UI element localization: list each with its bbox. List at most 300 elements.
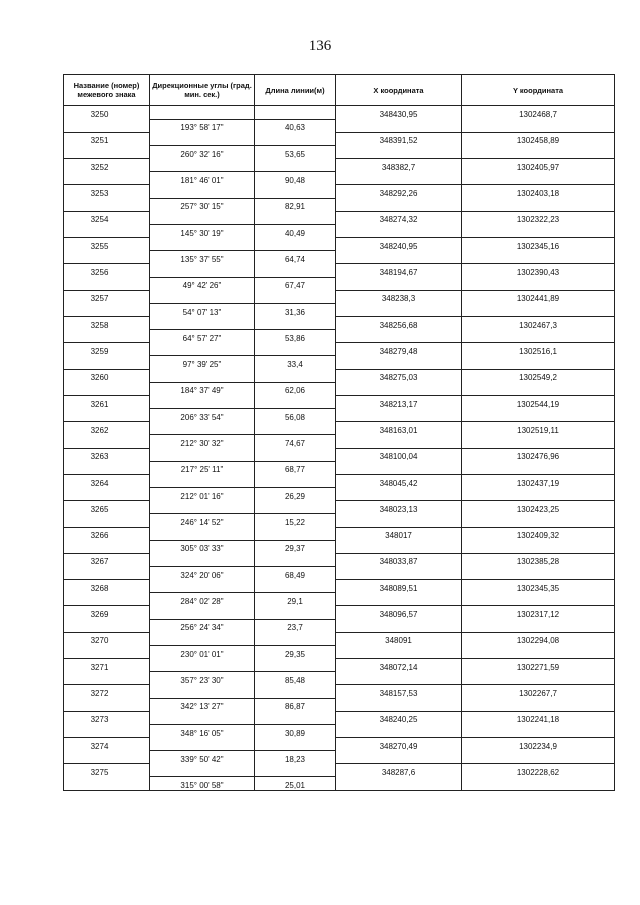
empty-cell xyxy=(64,777,150,791)
direction-angle: 284° 02' 28" xyxy=(150,593,255,606)
empty-cell xyxy=(336,461,462,474)
x-coordinate: 348213,17 xyxy=(336,395,462,408)
x-coordinate: 348157,53 xyxy=(336,685,462,698)
empty-cell xyxy=(64,356,150,369)
empty-cell xyxy=(64,435,150,448)
y-coordinate: 1302516,1 xyxy=(462,343,615,356)
empty-cell xyxy=(462,698,615,711)
line-length: 62,06 xyxy=(255,382,336,395)
header-y-coordinate: Y координата xyxy=(462,75,615,106)
y-coordinate: 1302271,59 xyxy=(462,659,615,672)
direction-angle: 184° 37' 49" xyxy=(150,382,255,395)
direction-angle: 135° 37' 55" xyxy=(150,251,255,264)
direction-angle: 348° 16' 05" xyxy=(150,724,255,737)
empty-cell xyxy=(150,632,255,645)
empty-cell xyxy=(462,540,615,553)
empty-cell xyxy=(255,185,336,198)
y-coordinate: 1302345,35 xyxy=(462,580,615,593)
empty-cell xyxy=(462,224,615,237)
empty-cell xyxy=(336,251,462,264)
empty-cell xyxy=(150,369,255,382)
line-length: 23,7 xyxy=(255,619,336,632)
empty-cell xyxy=(150,553,255,566)
empty-cell xyxy=(255,501,336,514)
table-row-point xyxy=(64,448,615,461)
table-row-segment xyxy=(64,172,615,185)
table-row-point xyxy=(64,132,615,145)
empty-cell xyxy=(336,435,462,448)
y-coordinate: 1302228,62 xyxy=(462,764,615,777)
empty-cell xyxy=(462,593,615,606)
empty-cell xyxy=(255,422,336,435)
empty-cell xyxy=(336,777,462,791)
empty-cell xyxy=(255,553,336,566)
y-coordinate: 1302234,9 xyxy=(462,738,615,751)
point-name: 3258 xyxy=(64,317,150,330)
table-row-segment xyxy=(64,698,615,711)
x-coordinate: 348391,52 xyxy=(336,132,462,145)
empty-cell xyxy=(64,488,150,501)
line-length: 40,63 xyxy=(255,119,336,132)
empty-cell xyxy=(336,224,462,237)
y-coordinate: 1302458,89 xyxy=(462,132,615,145)
table-row-point xyxy=(64,764,615,777)
x-coordinate: 348382,7 xyxy=(336,159,462,172)
direction-angle: 212° 01' 16" xyxy=(150,488,255,501)
direction-angle: 206° 33' 54" xyxy=(150,409,255,422)
table-row-point xyxy=(64,685,615,698)
empty-cell xyxy=(255,317,336,330)
line-length: 33,4 xyxy=(255,356,336,369)
table-row-segment xyxy=(64,672,615,685)
empty-cell xyxy=(64,251,150,264)
line-length: 68,77 xyxy=(255,461,336,474)
table-row-point xyxy=(64,211,615,224)
empty-cell xyxy=(150,422,255,435)
table-row-segment xyxy=(64,435,615,448)
empty-cell xyxy=(336,645,462,658)
direction-angle: 324° 20' 06" xyxy=(150,566,255,579)
table-row-point xyxy=(64,395,615,408)
empty-cell xyxy=(462,277,615,290)
point-name: 3259 xyxy=(64,343,150,356)
table-row-point xyxy=(64,606,615,619)
y-coordinate: 1302403,18 xyxy=(462,185,615,198)
x-coordinate: 348045,42 xyxy=(336,474,462,487)
x-coordinate: 348270,49 xyxy=(336,738,462,751)
direction-angle: 257° 30' 15" xyxy=(150,198,255,211)
empty-cell xyxy=(64,303,150,316)
table-row-segment xyxy=(64,777,615,791)
line-length: 29,35 xyxy=(255,645,336,658)
empty-cell xyxy=(336,409,462,422)
table-row-point xyxy=(64,580,615,593)
empty-cell xyxy=(255,106,336,120)
x-coordinate: 348033,87 xyxy=(336,553,462,566)
point-name: 3274 xyxy=(64,738,150,751)
line-length: 82,91 xyxy=(255,198,336,211)
point-name: 3260 xyxy=(64,369,150,382)
line-length: 25,01 xyxy=(255,777,336,791)
direction-angle: 357° 23' 30" xyxy=(150,672,255,685)
direction-angle: 305° 03' 33" xyxy=(150,540,255,553)
empty-cell xyxy=(255,238,336,251)
empty-cell xyxy=(150,343,255,356)
empty-cell xyxy=(336,619,462,632)
empty-cell xyxy=(64,145,150,158)
empty-cell xyxy=(462,724,615,737)
y-coordinate: 1302544,19 xyxy=(462,395,615,408)
x-coordinate: 348279,48 xyxy=(336,343,462,356)
empty-cell xyxy=(255,659,336,672)
point-name: 3264 xyxy=(64,474,150,487)
direction-angle: 64° 57' 27" xyxy=(150,330,255,343)
empty-cell xyxy=(64,409,150,422)
x-coordinate: 348238,3 xyxy=(336,290,462,303)
table-row-segment xyxy=(64,303,615,316)
point-name: 3252 xyxy=(64,159,150,172)
direction-angle: 339° 50' 42" xyxy=(150,751,255,764)
direction-angle: 217° 25' 11" xyxy=(150,461,255,474)
empty-cell xyxy=(64,119,150,132)
table-row-segment xyxy=(64,330,615,343)
empty-cell xyxy=(462,777,615,791)
direction-angle: 260° 32' 16" xyxy=(150,145,255,158)
table-row-point xyxy=(64,238,615,251)
empty-cell xyxy=(150,238,255,251)
direction-angle: 230° 01' 01" xyxy=(150,645,255,658)
y-coordinate: 1302405,97 xyxy=(462,159,615,172)
table-row-segment xyxy=(64,119,615,132)
empty-cell xyxy=(255,527,336,540)
empty-cell xyxy=(150,764,255,777)
x-coordinate: 348072,14 xyxy=(336,659,462,672)
empty-cell xyxy=(462,330,615,343)
x-coordinate: 348287,6 xyxy=(336,764,462,777)
y-coordinate: 1302423,25 xyxy=(462,501,615,514)
empty-cell xyxy=(255,132,336,145)
x-coordinate: 348240,25 xyxy=(336,711,462,724)
table-row-point xyxy=(64,185,615,198)
empty-cell xyxy=(255,474,336,487)
empty-cell xyxy=(64,330,150,343)
table-row-segment xyxy=(64,593,615,606)
empty-cell xyxy=(255,290,336,303)
x-coordinate: 348275,03 xyxy=(336,369,462,382)
y-coordinate: 1302317,12 xyxy=(462,606,615,619)
empty-cell xyxy=(462,356,615,369)
y-coordinate: 1302467,3 xyxy=(462,317,615,330)
empty-cell xyxy=(336,540,462,553)
empty-cell xyxy=(462,303,615,316)
empty-cell xyxy=(462,251,615,264)
empty-cell xyxy=(336,566,462,579)
direction-angle: 342° 13' 27" xyxy=(150,698,255,711)
empty-cell xyxy=(150,738,255,751)
empty-cell xyxy=(462,198,615,211)
line-length: 86,87 xyxy=(255,698,336,711)
table-row-segment xyxy=(64,724,615,737)
point-name: 3261 xyxy=(64,395,150,408)
empty-cell xyxy=(150,659,255,672)
empty-cell xyxy=(336,514,462,527)
empty-cell xyxy=(150,580,255,593)
x-coordinate: 348256,68 xyxy=(336,317,462,330)
point-name: 3269 xyxy=(64,606,150,619)
table-row-segment xyxy=(64,277,615,290)
table-row-point xyxy=(64,711,615,724)
line-length: 64,74 xyxy=(255,251,336,264)
empty-cell xyxy=(64,645,150,658)
x-coordinate: 348023,13 xyxy=(336,501,462,514)
empty-cell xyxy=(150,211,255,224)
empty-cell xyxy=(64,382,150,395)
table-row-point xyxy=(64,553,615,566)
y-coordinate: 1302294,08 xyxy=(462,632,615,645)
point-name: 3270 xyxy=(64,632,150,645)
empty-cell xyxy=(255,211,336,224)
point-name: 3262 xyxy=(64,422,150,435)
point-name: 3256 xyxy=(64,264,150,277)
direction-angle: 181° 46' 01" xyxy=(150,172,255,185)
x-coordinate: 348292,26 xyxy=(336,185,462,198)
empty-cell xyxy=(462,382,615,395)
line-length: 53,65 xyxy=(255,145,336,158)
boundary-coordinates-table xyxy=(63,74,615,791)
empty-cell xyxy=(255,580,336,593)
line-length: 30,89 xyxy=(255,724,336,737)
empty-cell xyxy=(255,632,336,645)
point-name: 3267 xyxy=(64,553,150,566)
empty-cell xyxy=(255,395,336,408)
empty-cell xyxy=(462,119,615,132)
empty-cell xyxy=(336,303,462,316)
point-name: 3257 xyxy=(64,290,150,303)
point-name: 3273 xyxy=(64,711,150,724)
y-coordinate: 1302468,7 xyxy=(462,106,615,120)
line-length: 90,48 xyxy=(255,172,336,185)
empty-cell xyxy=(336,672,462,685)
empty-cell xyxy=(64,540,150,553)
empty-cell xyxy=(255,685,336,698)
y-coordinate: 1302390,43 xyxy=(462,264,615,277)
point-name: 3263 xyxy=(64,448,150,461)
table-row-point xyxy=(64,474,615,487)
empty-cell xyxy=(462,145,615,158)
empty-cell xyxy=(462,172,615,185)
empty-cell xyxy=(64,672,150,685)
table-row-segment xyxy=(64,540,615,553)
x-coordinate: 348096,57 xyxy=(336,606,462,619)
empty-cell xyxy=(64,724,150,737)
y-coordinate: 1302267,7 xyxy=(462,685,615,698)
y-coordinate: 1302409,32 xyxy=(462,527,615,540)
table-row-point xyxy=(64,527,615,540)
direction-angle: 256° 24' 34" xyxy=(150,619,255,632)
table-row-point xyxy=(64,369,615,382)
empty-cell xyxy=(64,461,150,474)
empty-cell xyxy=(255,343,336,356)
empty-cell xyxy=(64,277,150,290)
empty-cell xyxy=(150,159,255,172)
table-row-segment xyxy=(64,198,615,211)
table-row-segment xyxy=(64,382,615,395)
table-row-point xyxy=(64,106,615,120)
y-coordinate: 1302519,11 xyxy=(462,422,615,435)
empty-cell xyxy=(64,172,150,185)
direction-angle: 193° 58' 17" xyxy=(150,119,255,132)
table-row-point xyxy=(64,159,615,172)
x-coordinate: 348430,95 xyxy=(336,106,462,120)
empty-cell xyxy=(462,488,615,501)
direction-angle: 315° 00' 58" xyxy=(150,777,255,791)
empty-cell xyxy=(150,264,255,277)
empty-cell xyxy=(336,593,462,606)
x-coordinate: 348163,01 xyxy=(336,422,462,435)
empty-cell xyxy=(462,461,615,474)
empty-cell xyxy=(336,145,462,158)
y-coordinate: 1302476,96 xyxy=(462,448,615,461)
y-coordinate: 1302322,23 xyxy=(462,211,615,224)
direction-angle: 54° 07' 13" xyxy=(150,303,255,316)
table-body xyxy=(64,106,615,791)
line-length: 26,29 xyxy=(255,488,336,501)
empty-cell xyxy=(64,698,150,711)
y-coordinate: 1302437,19 xyxy=(462,474,615,487)
table-row-segment xyxy=(64,409,615,422)
empty-cell xyxy=(150,317,255,330)
empty-cell xyxy=(336,330,462,343)
empty-cell xyxy=(462,751,615,764)
table-row-segment xyxy=(64,645,615,658)
x-coordinate: 348091 xyxy=(336,632,462,645)
empty-cell xyxy=(64,514,150,527)
x-coordinate: 348274,32 xyxy=(336,211,462,224)
point-name: 3251 xyxy=(64,132,150,145)
empty-cell xyxy=(336,488,462,501)
y-coordinate: 1302345,16 xyxy=(462,238,615,251)
empty-cell xyxy=(150,606,255,619)
line-length: 29,37 xyxy=(255,540,336,553)
table-row-segment xyxy=(64,145,615,158)
header-point-name: Название (номер) межевого знака xyxy=(64,75,150,106)
line-length: 31,36 xyxy=(255,303,336,316)
empty-cell xyxy=(64,198,150,211)
empty-cell xyxy=(150,685,255,698)
empty-cell xyxy=(150,132,255,145)
table-row-point xyxy=(64,738,615,751)
line-length: 74,67 xyxy=(255,435,336,448)
direction-angle: 212° 30' 32" xyxy=(150,435,255,448)
table-row-segment xyxy=(64,619,615,632)
table-row-segment xyxy=(64,514,615,527)
empty-cell xyxy=(336,277,462,290)
empty-cell xyxy=(336,751,462,764)
y-coordinate: 1302441,89 xyxy=(462,290,615,303)
empty-cell xyxy=(64,593,150,606)
line-length: 56,08 xyxy=(255,409,336,422)
table-row-point xyxy=(64,632,615,645)
point-name: 3268 xyxy=(64,580,150,593)
empty-cell xyxy=(150,185,255,198)
x-coordinate: 348017 xyxy=(336,527,462,540)
table-row-point xyxy=(64,422,615,435)
empty-cell xyxy=(255,606,336,619)
empty-cell xyxy=(150,474,255,487)
empty-cell xyxy=(462,566,615,579)
point-name: 3266 xyxy=(64,527,150,540)
empty-cell xyxy=(255,369,336,382)
table-row-segment xyxy=(64,251,615,264)
direction-angle: 145° 30' 19" xyxy=(150,224,255,237)
empty-cell xyxy=(150,395,255,408)
empty-cell xyxy=(336,724,462,737)
empty-cell xyxy=(462,409,615,422)
line-length: 85,48 xyxy=(255,672,336,685)
table-row-point xyxy=(64,659,615,672)
empty-cell xyxy=(255,711,336,724)
table-header-row xyxy=(64,75,615,106)
empty-cell xyxy=(64,566,150,579)
empty-cell xyxy=(462,619,615,632)
empty-cell xyxy=(336,698,462,711)
direction-angle: 49° 42' 26" xyxy=(150,277,255,290)
table-row-segment xyxy=(64,488,615,501)
line-length: 53,86 xyxy=(255,330,336,343)
line-length: 68,49 xyxy=(255,566,336,579)
page-number: 136 xyxy=(308,38,332,54)
point-name: 3254 xyxy=(64,211,150,224)
empty-cell xyxy=(336,382,462,395)
empty-cell xyxy=(336,172,462,185)
empty-cell xyxy=(64,224,150,237)
empty-cell xyxy=(336,198,462,211)
empty-cell xyxy=(150,711,255,724)
empty-cell xyxy=(150,290,255,303)
line-length: 29,1 xyxy=(255,593,336,606)
table-row-segment xyxy=(64,566,615,579)
table-row-segment xyxy=(64,461,615,474)
header-line-length: Длина линии(м) xyxy=(255,75,336,106)
empty-cell xyxy=(462,645,615,658)
empty-cell xyxy=(150,106,255,120)
y-coordinate: 1302549,2 xyxy=(462,369,615,382)
point-name: 3272 xyxy=(64,685,150,698)
empty-cell xyxy=(255,264,336,277)
table-row-point xyxy=(64,317,615,330)
empty-cell xyxy=(336,356,462,369)
empty-cell xyxy=(462,435,615,448)
table-row-segment xyxy=(64,751,615,764)
header-x-coordinate: X координата xyxy=(336,75,462,106)
empty-cell xyxy=(255,764,336,777)
y-coordinate: 1302241,18 xyxy=(462,711,615,724)
line-length: 67,47 xyxy=(255,277,336,290)
line-length: 40,49 xyxy=(255,224,336,237)
empty-cell xyxy=(255,738,336,751)
table-row-point xyxy=(64,343,615,356)
table-row-segment xyxy=(64,224,615,237)
line-length: 18,23 xyxy=(255,751,336,764)
empty-cell xyxy=(64,751,150,764)
point-name: 3275 xyxy=(64,764,150,777)
point-name: 3271 xyxy=(64,659,150,672)
empty-cell xyxy=(150,527,255,540)
empty-cell xyxy=(462,514,615,527)
point-name: 3250 xyxy=(64,106,150,120)
table-row-point xyxy=(64,290,615,303)
empty-cell xyxy=(64,619,150,632)
